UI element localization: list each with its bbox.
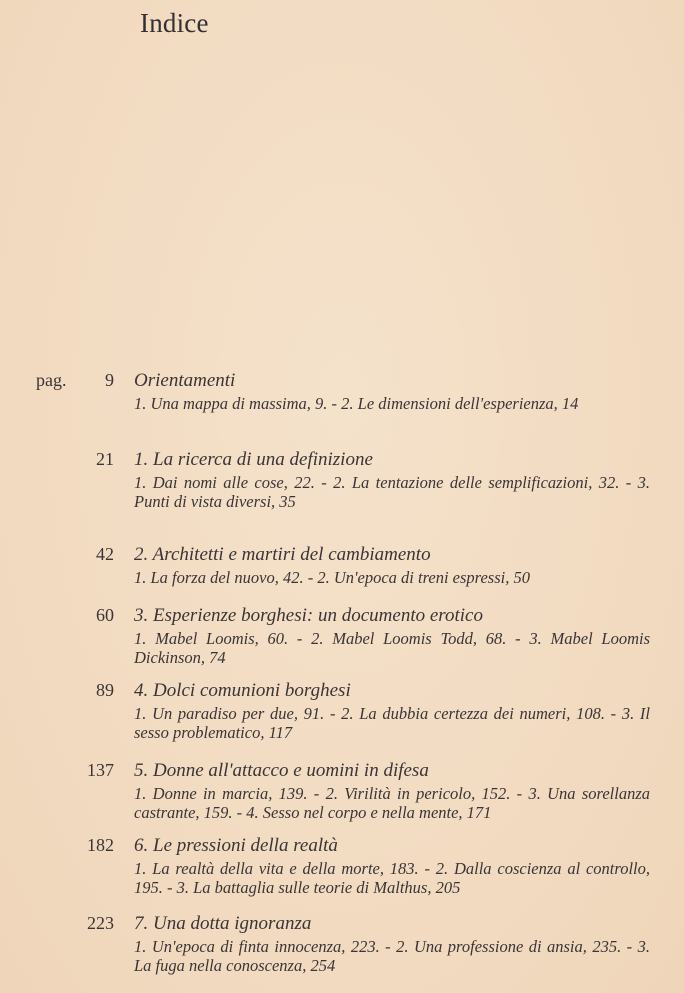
entry-page-number: 182: [87, 835, 114, 855]
entry-title: 6. Le pressioni della realtà: [134, 835, 338, 856]
entry-title: 4. Dolci comunioni borghesi: [134, 680, 351, 701]
entry-page-number: 60: [96, 605, 114, 625]
entry-subsections: 1. Un paradiso per due, 91. - 2. La dubbia certezza dei numeri, 108. - 3. Il sesso problematico, 117: [134, 704, 650, 742]
page-title: Indice: [140, 8, 209, 38]
entry-title: 1. La ricerca di una definizione: [134, 449, 373, 470]
entry-page-number: 42: [96, 544, 114, 564]
entry-subsections: 1. Una mappa di massima, 9. - 2. Le dimensioni dell'esperienza, 14: [134, 394, 579, 413]
entry-title: Orientamenti: [134, 370, 236, 391]
pag-label: pag.: [36, 370, 67, 390]
entry-title: 3. Esperienze borghesi: un documento erotico: [134, 605, 483, 626]
entry-page-number: 89: [96, 680, 114, 700]
entry-title: 5. Donne all'attacco e uomini in difesa: [134, 760, 429, 781]
entry-subsections: 1. La forza del nuovo, 42. - 2. Un'epoca di treni espressi, 50: [134, 568, 530, 587]
entry-subsections: 1. Dai nomi alle cose, 22. - 2. La tentazione delle semplificazioni, 32. - 3. Punti di vista diversi, 35: [134, 473, 650, 511]
entry-subsections: 1. La realtà della vita e della morte, 183. - 2. Dalla coscienza al controllo, 195. - 3. La battaglia sulle teorie di Malthus, 205: [134, 859, 650, 897]
entry-page-number: 9: [105, 370, 114, 390]
entry-subsections: 1. Donne in marcia, 139. - 2. Virilità in pericolo, 152. - 3. Una sorellanza castrante, 159. - 4. Sesso nel corpo e nella mente, 171: [134, 784, 650, 822]
entry-page-number: 223: [87, 913, 114, 933]
entry-page-number: 137: [87, 760, 114, 780]
entry-subsections: 1. Mabel Loomis, 60. - 2. Mabel Loomis Todd, 68. - 3. Mabel Loomis Dickinson, 74: [134, 629, 650, 667]
entry-title: 2. Architetti e martiri del cambiamento: [134, 544, 431, 565]
entry-subsections: 1. Un'epoca di finta innocenza, 223. - 2. Una professione di ansia, 235. - 3. La fuga nella conoscenza, 254: [134, 937, 650, 975]
entry-title: 7. Una dotta ignoranza: [134, 913, 312, 934]
entry-page-number: 21: [96, 449, 114, 469]
